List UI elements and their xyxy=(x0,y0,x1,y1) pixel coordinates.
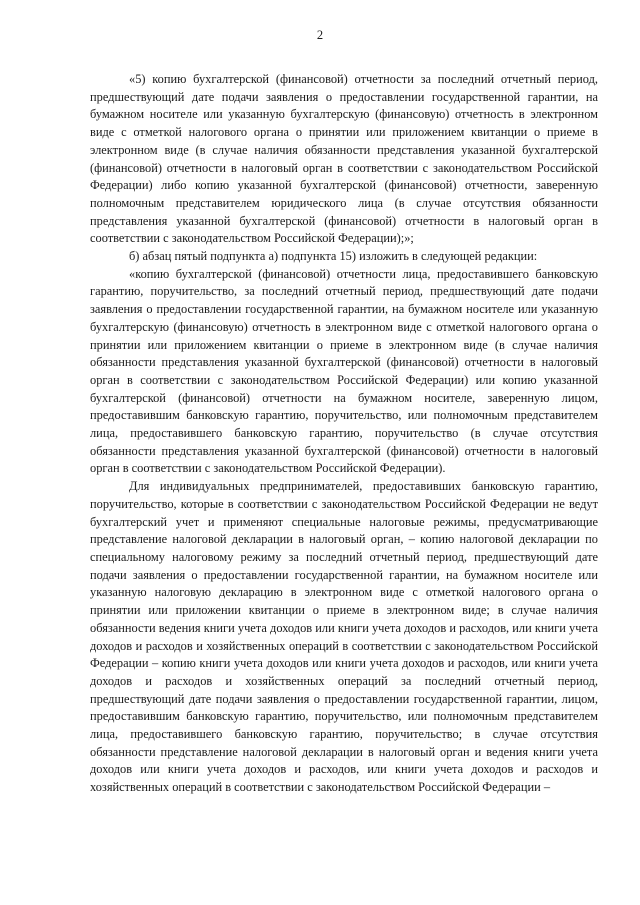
document-body xyxy=(90,71,598,797)
paragraph-amendment-intro: б) абзац пятый подпункта а) подпункта 15) изложить в следующей редакции: xyxy=(129,249,538,264)
paragraph-guarantor-reporting: «копию бухгалтерской (финансовой) отчетности лица, предоставившего банковскую гарантию, поручительство, за последний отчетный период, предшествующий дате подачи заявления о предоставлении государственной гарантии, на бумажном носителе или указанную бухгалтерскую (финансовую) отчетность в электронном виде с отметкой налогового органа о принятии или приложением квитанции о приеме в электронном виде (в случае наличия обязанности представления указанной бухгалтерской (финансовой) отчетности в налоговый орган в соответствии с законодательством Российской Федерации) или копию указанной бухгалтерской (финансовой) отчетности на бумажном носителе, заверенную лицом, предоставившим банковскую гарантию, поручительство, или полномочным представителем лица, предоставившего банковскую гарантию, поручительство (в случае отсутствия обязанности представления указанной бухгалтерской (финансовой) отчетности в налоговый орган в соответствии с законодательством Российской Федерации). xyxy=(90,266,598,476)
paragraph-item-5: «5) копию бухгалтерской (финансовой) отчетности за последний отчетный период, предшествующий дате подачи заявления о предоставлении государственной гарантии, на бумажном носителе или указанную бухгалтерскую (финансовую) отчетность в электронном виде с отметкой налогового органа о принятии или приложением квитанции о приеме в электронном виде (в случае наличия обязанности представления указанной бухгалтерской (финансовой) отчетности в налоговый орган в соответствии с законодательством Российской Федерации) либо копию указанной бухгалтерской (финансовой) отчетности, заверенную полномочным представителем юридического лица (в случае отсутствия обязанности представления указанной бухгалтерской (финансовой) отчетности в налоговый орган в соответствии с законодательством Российской Федерации);»; xyxy=(90,72,598,246)
paragraph-individual-entrepreneurs: Для индивидуальных предпринимателей, предоставивших банковскую гарантию, поручительство, которые в соответствии с законодательством Российской Федерации не ведут бухгалтерский учет и применяют специальные налоговые режимы, предусматривающие представление налоговой декларации в налоговый орган, – копию налоговой декларации по специальному налоговому режиму за последний отчетный период, предшествующий дате подачи заявления о предоставлении государственной гарантии, на бумажном носителе или указанную налоговую декларацию в электронном виде с отметкой налогового органа о принятии или приложении квитанции о приеме в электронном виде; в случае наличия обязанности ведения книги учета доходов или книги учета доходов и расходов, или книги учета доходов и расходов и хозяйственных операций в соответствии с законодательством Российской Федерации – копию книги учета доходов или книги учета доходов и расходов, или книги учета доходов и расходов и хозяйственных операций за последний отчетный период, предшествующий дате подачи заявления о предоставлении государственной гарантии, лицом, предоставившим банковскую гарантию, поручительство, или полномочным представителем лица, предоставившего банковскую гарантию, поручительство; в случае отсутствия обязанности представление налоговой декларации в налоговый орган и ведения книги учета доходов или книги учета доходов и расходов, или книги учета доходов и расходов и хозяйственных операций в соответствии с законодательством Российской Федерации – xyxy=(90,479,598,795)
page-number: 2 xyxy=(316,28,324,42)
